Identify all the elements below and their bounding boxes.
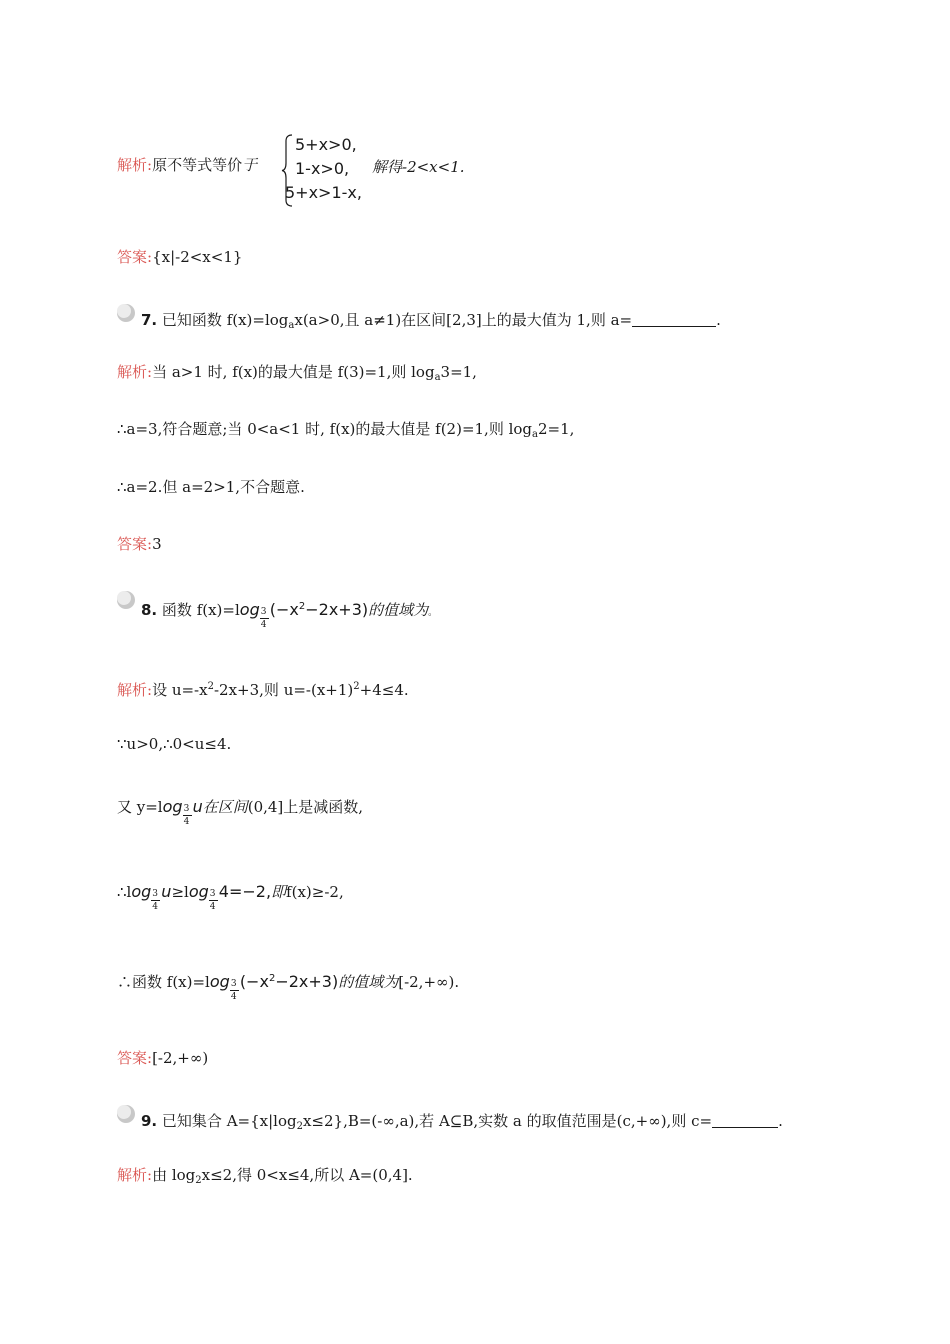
log-base-fraction <box>230 979 240 1002</box>
question-number: 8. <box>141 601 158 619</box>
question-bullet-icon <box>116 590 136 610</box>
stem-end: 。 <box>428 608 438 618</box>
expr-sup: 2 <box>268 973 276 984</box>
log-og: og <box>239 600 260 619</box>
answer-label: 答案: <box>117 1049 153 1067</box>
stem-subscript: a <box>288 320 295 331</box>
expr-sup: 2 <box>298 601 306 612</box>
fraction-numerator: 3 <box>183 804 190 814</box>
solution-result-text: 解得-2<x<1. <box>372 158 465 176</box>
answer-value: {x|-2<x<1} <box>152 248 243 266</box>
fraction-numerator: 3 <box>260 607 267 617</box>
solution-7-line-3: ∴a=2.但 a=2>1,不合题意. <box>117 478 305 496</box>
question-bullet-icon <box>116 303 136 323</box>
solution-text: ≥l <box>171 883 189 901</box>
log-og: og <box>162 797 183 816</box>
stem-end: . <box>778 1112 783 1130</box>
stem-end: . <box>716 311 721 329</box>
fraction-denominator: 4 <box>183 817 190 827</box>
variable-u: u <box>161 882 172 901</box>
log-og: og <box>209 972 230 991</box>
solution-subscript: a <box>434 372 441 383</box>
expr-part: (−x <box>239 972 269 991</box>
question-7 <box>141 310 721 336</box>
log-base-fraction <box>183 804 193 827</box>
solution-label: 解析: <box>117 1166 153 1184</box>
solution-text: f(x)≥-2, <box>286 883 344 901</box>
stem-expression <box>270 600 368 619</box>
stem-part: x(a>0,且 a≠1)在区间[2,3]上的最大值为 1,则 a= <box>294 311 633 329</box>
solution-text: ∴l <box>117 883 132 901</box>
solution-sup: 2 <box>353 681 360 692</box>
log-base-fraction <box>260 607 270 630</box>
answer-blank[interactable] <box>712 1113 778 1128</box>
fraction-denominator: 4 <box>152 902 159 912</box>
question-9 <box>141 1111 783 1137</box>
solution-label: 解析: <box>117 681 153 699</box>
inequality-system <box>281 133 381 208</box>
solution-8-line-1 <box>117 677 409 700</box>
answer-value: [-2,+∞) <box>152 1049 209 1067</box>
answer-label: 答案: <box>117 535 153 553</box>
solution-lead: 原不等式等价 <box>152 156 243 174</box>
solution-text: 的值域为 <box>338 973 399 991</box>
fraction-denominator: 4 <box>260 620 267 630</box>
solution-text: (0,4]上是减函数, <box>247 798 364 816</box>
system-row-1: 5+x>0, <box>295 135 357 154</box>
solution-8-line-2: ∵u>0,∴0<u≤4. <box>117 735 232 753</box>
stem-part: 函数 f(x)=l <box>161 601 240 619</box>
log-og: og <box>131 882 152 901</box>
log-og: og <box>188 882 209 901</box>
solution-sup: 2 <box>207 681 214 692</box>
fraction-numerator: 3 <box>209 889 216 899</box>
solution-label: 解析: <box>117 156 153 174</box>
expr-part: −2x+3) <box>305 600 369 619</box>
stem-part: 已知集合 A={x|log <box>161 1112 297 1130</box>
solution-text: ∴函数 f(x)=l <box>117 973 210 991</box>
solution-subscript: a <box>532 429 538 440</box>
expr-part: −2x+3) <box>275 972 339 991</box>
solution-expression: 4=−2, <box>218 882 272 901</box>
fraction-numerator: 3 <box>230 979 237 989</box>
answer-value: 3 <box>152 535 162 553</box>
solution-text: 由 log <box>152 1166 196 1184</box>
solution-text: 当 a>1 时, f(x)的最大值是 f(3)=1,则 log <box>152 363 435 381</box>
solution-8-line-4 <box>117 882 344 912</box>
expr-part: (−x <box>269 600 299 619</box>
solution-7-line-1 <box>117 362 477 388</box>
answer-blank[interactable] <box>632 312 716 327</box>
solution-expression <box>240 972 338 991</box>
solution-text: 即 <box>271 883 287 901</box>
solution-text: 在区间 <box>202 798 248 816</box>
solution-text: 3=1, <box>440 363 477 381</box>
solution-7-line-2 <box>117 419 574 445</box>
stem-part: x≤2},B=(-∞,a),若 A⊆B,实数 a 的取值范围是(c,+∞),则 c= <box>302 1112 713 1130</box>
fraction-denominator: 4 <box>230 992 237 1002</box>
solution-text: -2x+3,则 u=-(x+1) <box>213 681 354 699</box>
solution-text: ∴a=3,符合题意;当 0<a<1 时, f(x)的最大值是 f(2)=1,则 log <box>117 420 533 438</box>
fraction-numerator: 3 <box>152 889 159 899</box>
solution-text: +4≤4. <box>359 681 409 699</box>
stem-part: 已知函数 f(x)=log <box>161 311 289 329</box>
answer-7 <box>117 534 162 554</box>
solution-subscript: 2 <box>195 1175 202 1186</box>
solution-9-line-1 <box>117 1165 413 1191</box>
solution-text: [-2,+∞). <box>398 973 460 991</box>
stem-subscript: 2 <box>296 1121 303 1132</box>
solution-text: 设 u=-x <box>152 681 208 699</box>
system-row-2: 1-x>0, <box>295 159 350 178</box>
question-stem <box>162 311 721 329</box>
solution-8-line-5 <box>117 969 460 1002</box>
log-base-fraction <box>209 889 219 912</box>
solution-6 <box>117 155 257 175</box>
answer-8 <box>117 1048 208 1068</box>
answer-6 <box>117 247 242 267</box>
solution-text: 2=1, <box>538 420 575 438</box>
question-number: 7. <box>141 311 158 329</box>
log-base-fraction <box>151 889 161 912</box>
solution-yu: 于 <box>242 156 258 174</box>
variable-u: u <box>192 797 203 816</box>
question-number: 9. <box>141 1112 158 1130</box>
question-8 <box>141 597 438 630</box>
answer-label: 答案: <box>117 248 153 266</box>
system-row-3: 5+x>1-x, <box>285 183 362 202</box>
solution-result <box>372 157 465 177</box>
solution-8-line-3 <box>117 797 364 827</box>
solution-text: x≤2,得 0<x≤4,所以 A=(0,4]. <box>201 1166 413 1184</box>
fraction-denominator: 4 <box>209 902 216 912</box>
solution-label: 解析: <box>117 363 153 381</box>
stem-tail: 的值域为 <box>368 601 429 619</box>
question-bullet-icon <box>116 1104 136 1124</box>
solution-text: 又 y=l <box>117 798 163 816</box>
